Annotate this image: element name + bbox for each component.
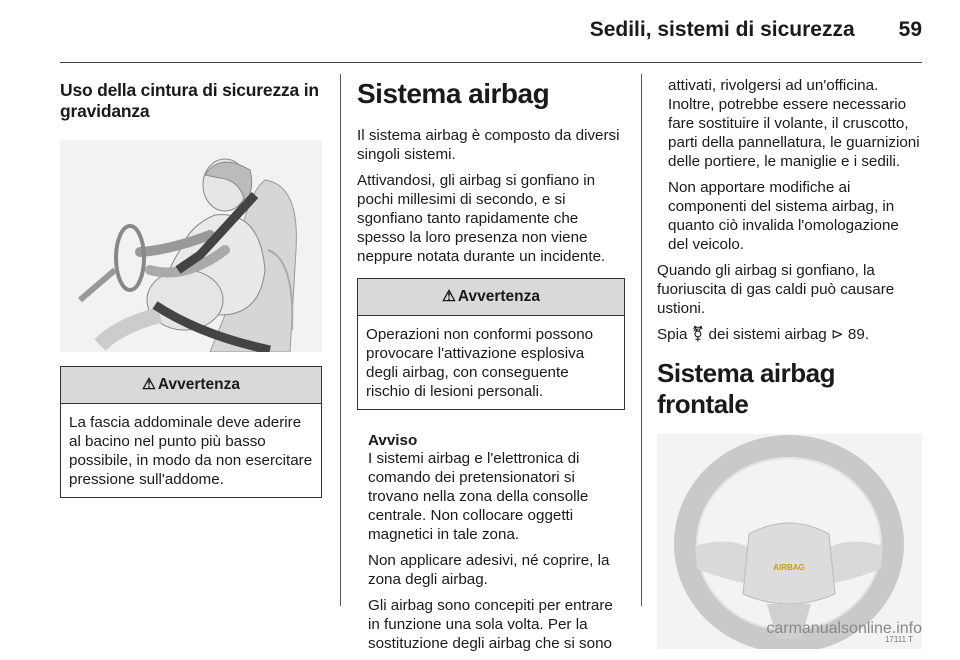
page-header	[590, 18, 922, 42]
paragraph: I sistemi airbag e l'elettronica di comando dei pretensionatori si trovano nella zona della consolle centrale. Non collocare oggetti magnetici in tale zona.	[368, 450, 589, 543]
footer-watermark: carmanualsonline.info	[766, 620, 922, 637]
paragraph: attivati, rivolgersi ad un'officina. Inoltre, potrebbe essere necessario fare sostituire il volante, il cruscotto, parti della pannellatura, le guarnizioni delle portiere, le maniglie e i sedili.	[668, 77, 920, 170]
section-heading: Uso della cintura di sicurezza in gravidanza	[60, 80, 319, 121]
column-3	[657, 74, 922, 649]
warning-text: La fascia addominale deve aderire al bacino nel punto più basso possibile, in modo da non esercitare pressione sull'addome.	[69, 414, 313, 488]
section-heading: Sistema airbag	[357, 78, 550, 109]
paragraph: Gli airbag sono concepiti per entrare in funzione una sola volta. Per la sostituzione degli airbag che si sono	[368, 597, 613, 652]
warning-header: ⚠ Avvertenza	[358, 279, 624, 316]
column-2	[357, 74, 625, 660]
page-number: 59	[898, 18, 922, 41]
steering-wheel-illustration	[657, 434, 922, 649]
warning-box	[357, 278, 625, 410]
paragraph: Quando gli airbag si gonfiano, la fuoriuscita di gas caldi può causare ustioni.	[657, 262, 895, 317]
paragraph: Non apportare modifiche ai componenti del sistema airbag, in quanto ciò invalida l'omologazione del veicolo.	[668, 179, 899, 253]
column-divider	[340, 74, 341, 606]
note-title: Avviso	[368, 432, 418, 449]
paragraph: Spia ⚧ dei sistemi airbag ⊳ 89.	[657, 326, 870, 343]
section-title: Sedili, sistemi di sicurezza	[589, 18, 855, 41]
note-block	[357, 432, 625, 653]
column-1	[60, 74, 322, 498]
paragraph: Attivandosi, gli airbag si gonfiano in pochi millesimi di secondo, e si sgonfiano tanto rapidamente che spesso la loro presenza non viene neppure notata durante un incidente.	[357, 172, 606, 265]
header-rule	[60, 62, 922, 63]
pregnant-belt-illustration	[60, 140, 322, 352]
figure-code: 17111 T	[884, 635, 913, 644]
warning-box	[60, 366, 322, 498]
airbag-label: AIRBAG	[773, 563, 805, 572]
warning-header: ⚠ Avvertenza	[61, 367, 321, 404]
paragraph: Non applicare adesivi, né coprire, la zona degli airbag.	[368, 552, 610, 588]
paragraph: Il sistema airbag è composto da diversi singoli sistemi.	[357, 127, 620, 163]
section-heading: Sistema airbag frontale	[657, 358, 835, 419]
warning-icon: ⚠	[441, 288, 456, 305]
warning-text: Operazioni non conformi possono provocare l'attivazione esplosiva degli airbag, con conseguente rischio di lesioni personali.	[366, 326, 594, 400]
column-divider	[641, 74, 642, 606]
warning-icon: ⚠	[141, 376, 156, 393]
